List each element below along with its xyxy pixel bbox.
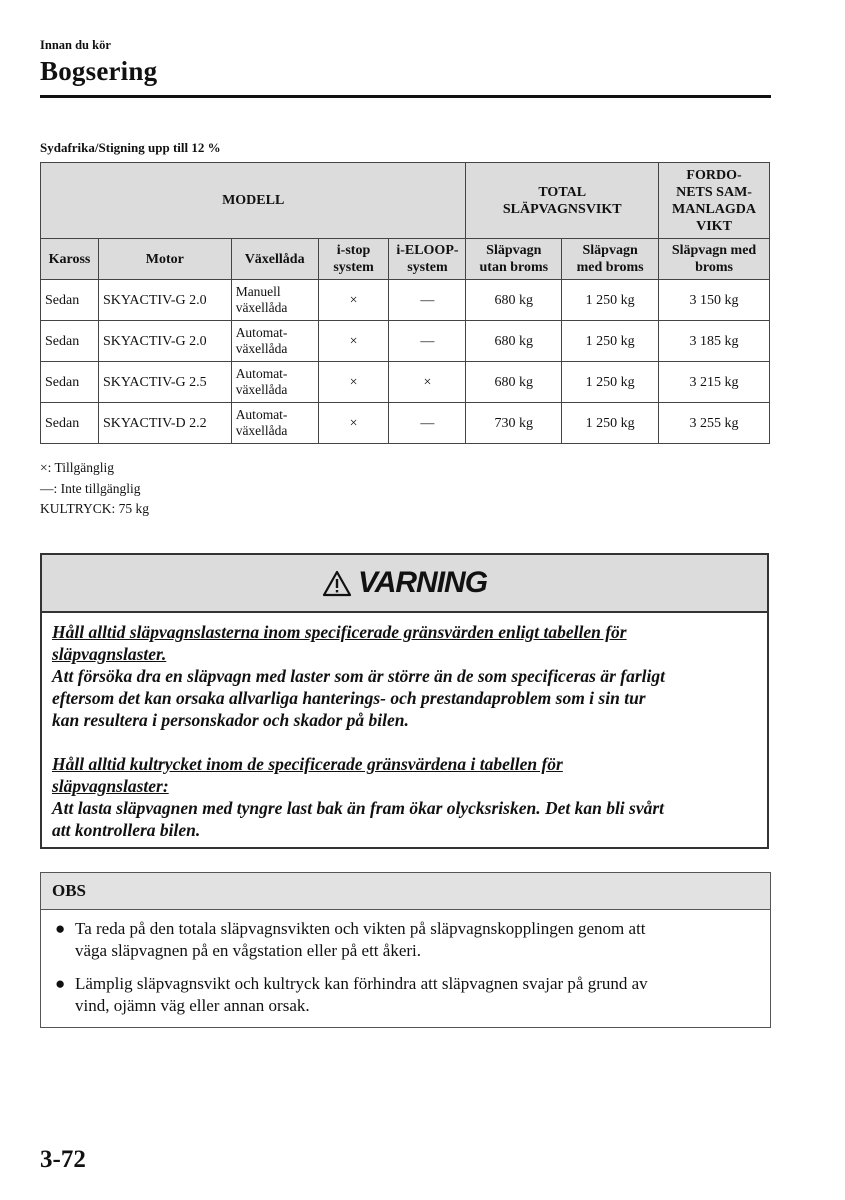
note-box [40,872,771,1028]
warning-title: VARNING [357,566,488,599]
warning-heading-2-cont: släpvagnslaster: [52,776,169,796]
title-divider [40,95,771,98]
table-legend [40,458,149,520]
legend-not-available: —: Inte tillgänglig [40,480,141,496]
warning-text-2-cont: att kontrollera bilen. [52,820,201,840]
cell-body: Sedan [41,280,99,321]
header-total-trailer-weight: TOTAL SLÄPVAGNSVIKT [466,163,659,239]
cell-ieloop: — [389,280,466,321]
cell-unbraked: 680 kg [466,362,562,403]
col-header-gcw: Släpvagn med broms [659,239,770,280]
cell-gearbox: Automat- växellåda [231,321,318,362]
cell-engine: SKYACTIV-D 2.2 [98,403,231,444]
cell-engine: SKYACTIV-G 2.0 [98,321,231,362]
col-header-engine: Motor [98,239,231,280]
cell-braked: 1 250 kg [562,403,659,444]
cell-gcw: 3 255 kg [659,403,770,444]
list-item: ● Lämplig släpvagnsvikt och kultryck kan förhindra att släpvagnen svajar på grund av vind, ojämn väg eller annan orsak. [55,974,648,1015]
col-header-body: Kaross [41,239,99,280]
col-header-gearbox: Växellåda [231,239,318,280]
warning-header [42,555,767,613]
warning-box [40,553,769,849]
table-row [41,403,770,444]
cell-unbraked: 680 kg [466,321,562,362]
cell-gcw: 3 150 kg [659,280,770,321]
cell-gearbox: Automat- växellåda [231,362,318,403]
cell-body: Sedan [41,321,99,362]
cell-engine: SKYACTIV-G 2.0 [98,280,231,321]
towing-spec-table [40,162,770,444]
table-row [41,321,770,362]
warning-text-1: Att försöka dra en släpvagn med laster som är större än de som specificeras är farligt [52,666,665,686]
cell-braked: 1 250 kg [562,321,659,362]
cell-unbraked: 680 kg [466,280,562,321]
bullet-icon: ● [55,974,66,993]
col-header-unbraked: Släpvagn utan broms [466,239,562,280]
bullet-icon: ● [55,919,66,938]
warning-text-1-cont: eftersom det kan orsaka allvarliga hanterings- och prestandaproblem som i sin tur [52,688,646,708]
cell-unbraked: 730 kg [466,403,562,444]
cell-istop: × [318,362,389,403]
section-label: Innan du kör [40,38,111,52]
cell-braked: 1 250 kg [562,362,659,403]
table-column-header-row [41,239,770,280]
table-caption: Sydafrika/Stigning upp till 12 % [40,140,221,155]
warning-triangle-icon [322,570,352,597]
legend-ball-load: KULTRYCK: 75 kg [40,501,150,516]
list-item: ● Ta reda på den totala släpvagnsvikten och vikten på släpvagnskopplingen genom att väga släpvagnen på en vågstation eller på ett åkeri. [55,919,646,960]
warning-heading-1-cont: släpvagnslaster. [52,644,167,664]
header-model: MODELL [41,163,466,239]
cell-istop: × [318,403,389,444]
legend-available: ×: Tillgänglig [40,460,115,475]
note-title: OBS [41,873,770,910]
cell-istop: × [318,321,389,362]
cell-body: Sedan [41,362,99,403]
table-row [41,362,770,403]
warning-heading-2: Håll alltid kultrycket inom de specificerade gränsvärdena i tabellen för [52,754,563,774]
cell-ieloop: — [389,321,466,362]
warning-text-2: Att lasta släpvagnen med tyngre last bak än fram ökar olycksrisken. Det kan bli svårt [52,798,665,818]
cell-ieloop: × [389,362,466,403]
cell-body: Sedan [41,403,99,444]
warning-text-1-end: kan resultera i personskador och skador på bilen. [52,710,409,730]
warning-body [42,613,767,841]
cell-gcw: 3 185 kg [659,321,770,362]
table-row [41,280,770,321]
col-header-istop: i-stop system [318,239,389,280]
page-title: Bogsering [40,56,158,86]
cell-istop: × [318,280,389,321]
col-header-braked: Släpvagn med broms [562,239,659,280]
cell-gearbox: Automat- växellåda [231,403,318,444]
cell-gearbox: Manuell växellåda [231,280,318,321]
header-gross-combined-weight: FORDO- NETS SAM- MANLAGDA VIKT [659,163,770,239]
cell-gcw: 3 215 kg [659,362,770,403]
table-group-header-row [41,163,770,239]
warning-heading-1: Håll alltid släpvagnslasterna inom specificerade gränsvärden enligt tabellen för [52,622,627,642]
cell-engine: SKYACTIV-G 2.5 [98,362,231,403]
col-header-ieloop: i-ELOOP- system [389,239,466,280]
cell-ieloop: — [389,403,466,444]
cell-braked: 1 250 kg [562,280,659,321]
note-list [41,910,770,1016]
page-number: 3-72 [40,1146,86,1173]
